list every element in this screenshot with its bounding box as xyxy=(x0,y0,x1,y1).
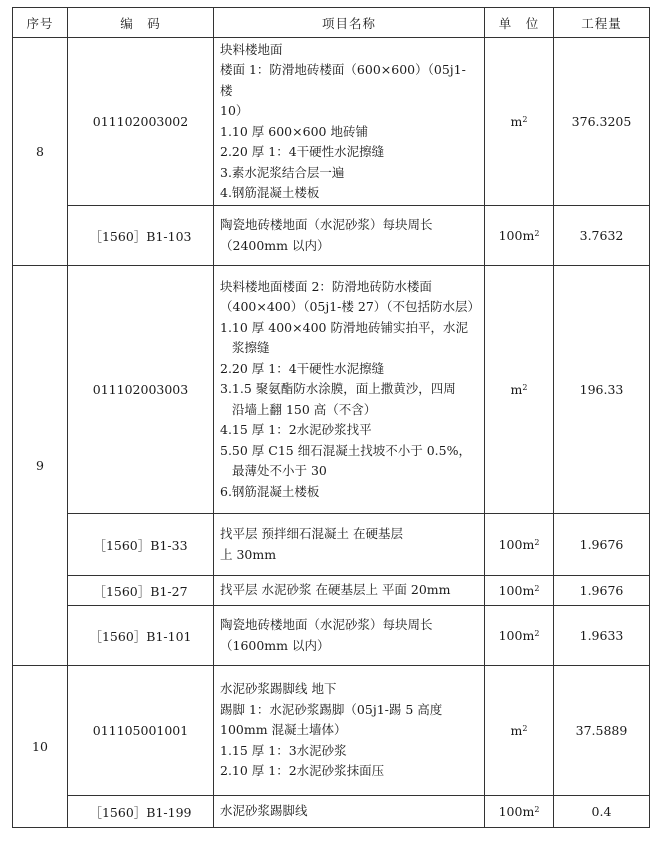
unit-exponent: 2 xyxy=(522,383,528,392)
quantity-cell: 1.9676 xyxy=(554,576,650,606)
description-line: （400×400）（05j1-楼 27）（不包括防水层） xyxy=(220,299,481,315)
unit-exponent: 2 xyxy=(534,538,540,547)
item-description xyxy=(214,606,485,666)
description-line: 找平层 水泥砂浆 在硬基层上 平面 20mm xyxy=(220,582,451,598)
item-description xyxy=(214,796,485,828)
quantity-cell: 196.33 xyxy=(554,266,650,514)
unit-cell xyxy=(485,796,554,828)
table-row xyxy=(13,606,650,666)
quantity-cell: 37.5889 xyxy=(554,666,650,796)
description-line: 2.10 厚 1：2水泥砂浆抹面压 xyxy=(220,763,385,779)
description-line: 2.20 厚 1：4干硬性水泥擦缝 xyxy=(220,360,385,376)
unit-exponent: 2 xyxy=(534,584,540,593)
unit-cell xyxy=(485,266,554,514)
description-line: （2400mm 以内） xyxy=(220,237,330,253)
header-code: 编 码 xyxy=(68,8,214,38)
unit-exponent: 2 xyxy=(522,724,528,733)
description-line: 3.素水泥浆结合层一遍 xyxy=(220,164,345,180)
quantity-cell: 1.9633 xyxy=(554,606,650,666)
item-code: 011102003002 xyxy=(68,38,214,206)
description-line: 找平层 预拌细石混凝土 在硬基层 xyxy=(220,526,403,541)
description-line: 最薄处不小于 30 xyxy=(232,463,327,479)
description-line: 10） xyxy=(220,103,249,118)
item-code: 011105001001 xyxy=(68,666,214,796)
quantity-table xyxy=(12,7,650,828)
unit-exponent: 2 xyxy=(534,805,540,814)
item-code: 011102003003 xyxy=(68,266,214,514)
description-line: 水泥砂浆踢脚线 xyxy=(220,803,308,819)
unit-cell xyxy=(485,606,554,666)
description-line: 4.15 厚 1：2水泥砂浆找平 xyxy=(220,422,372,438)
description-line: 块料楼地面 xyxy=(220,41,283,57)
unit-exponent: 2 xyxy=(522,115,528,124)
header-unit: 单 位 xyxy=(485,8,554,38)
description-line: 水泥砂浆踢脚线 地下 xyxy=(220,681,337,697)
unit-base: 100m xyxy=(498,628,535,643)
table-header-row xyxy=(13,8,650,38)
description-line: 浆擦缝 xyxy=(232,340,270,356)
row-number: 10 xyxy=(13,666,68,828)
row-number: 8 xyxy=(13,38,68,266)
item-description xyxy=(214,666,485,796)
description-line: （1600mm 以内） xyxy=(220,637,330,653)
description-line: 4.钢筋混凝土楼板 xyxy=(220,185,320,200)
table-row xyxy=(13,666,650,796)
item-code: ［1560］B1-199 xyxy=(68,796,214,828)
item-code: ［1560］B1-103 xyxy=(68,206,214,266)
unit-exponent: 2 xyxy=(534,629,540,638)
table-row xyxy=(13,266,650,514)
description-line: 1.10 厚 400×400 防滑地砖铺实拍平，水泥 xyxy=(220,319,468,335)
description-line: 1.15 厚 1：3水泥砂浆 xyxy=(220,742,347,758)
row-number: 9 xyxy=(13,266,68,666)
unit-base: 100m xyxy=(498,583,535,598)
header-qty: 工程量 xyxy=(554,8,650,38)
quantity-cell: 3.7632 xyxy=(554,206,650,266)
description-line: 块料楼地面楼面 2：防滑地砖防水楼面 xyxy=(220,278,432,294)
item-code: ［1560］B1-101 xyxy=(68,606,214,666)
unit-base: m xyxy=(510,114,523,129)
description-line: 100mm 混凝土墙体） xyxy=(220,722,347,738)
item-description xyxy=(214,206,485,266)
item-description xyxy=(214,266,485,514)
description-line: 陶瓷地砖楼地面（水泥砂浆）每块周长 xyxy=(220,217,433,232)
unit-base: 100m xyxy=(498,804,535,819)
description-line: 6.钢筋混凝土楼板 xyxy=(220,483,320,499)
table-row xyxy=(13,206,650,266)
description-line: 3.1.5 聚氨酯防水涂膜，面上撒黄沙，四周 xyxy=(220,381,456,397)
description-line: 踢脚 1：水泥砂浆踢脚（05j1-踢 5 高度 xyxy=(220,701,443,717)
unit-base: m xyxy=(510,382,523,397)
unit-cell xyxy=(485,514,554,576)
unit-exponent: 2 xyxy=(534,229,540,238)
quantity-cell: 376.3205 xyxy=(554,38,650,206)
description-line: 2.20 厚 1：4干硬性水泥擦缝 xyxy=(220,144,385,159)
table-row xyxy=(13,38,650,206)
item-code: ［1560］B1-33 xyxy=(68,514,214,576)
unit-base: 100m xyxy=(498,228,535,243)
unit-base: m xyxy=(510,723,523,738)
description-line: 上 30mm xyxy=(220,546,277,562)
unit-cell xyxy=(485,666,554,796)
item-description xyxy=(214,38,485,206)
table-row xyxy=(13,576,650,606)
description-line: 5.50 厚 C15 细石混凝土找坡不小于 0.5%， xyxy=(220,442,471,458)
item-code: ［1560］B1-27 xyxy=(68,576,214,606)
header-name: 项目名称 xyxy=(214,8,485,38)
description-line: 陶瓷地砖楼地面（水泥砂浆）每块周长 xyxy=(220,617,433,632)
table-row xyxy=(13,514,650,576)
description-line: 楼面 1：防滑地砖楼面（600×600）（05j1-楼 xyxy=(220,62,466,98)
description-line: 沿墙上翻 150 高（不含） xyxy=(232,401,377,417)
item-description xyxy=(214,576,485,606)
table-row xyxy=(13,796,650,828)
unit-cell xyxy=(485,576,554,606)
unit-cell xyxy=(485,206,554,266)
quantity-cell: 1.9676 xyxy=(554,514,650,576)
unit-cell xyxy=(485,38,554,206)
unit-base: 100m xyxy=(498,537,535,552)
header-no: 序号 xyxy=(13,8,68,38)
quantity-cell: 0.4 xyxy=(554,796,650,828)
item-description xyxy=(214,514,485,576)
description-line: 1.10 厚 600×600 地砖铺 xyxy=(220,123,368,139)
